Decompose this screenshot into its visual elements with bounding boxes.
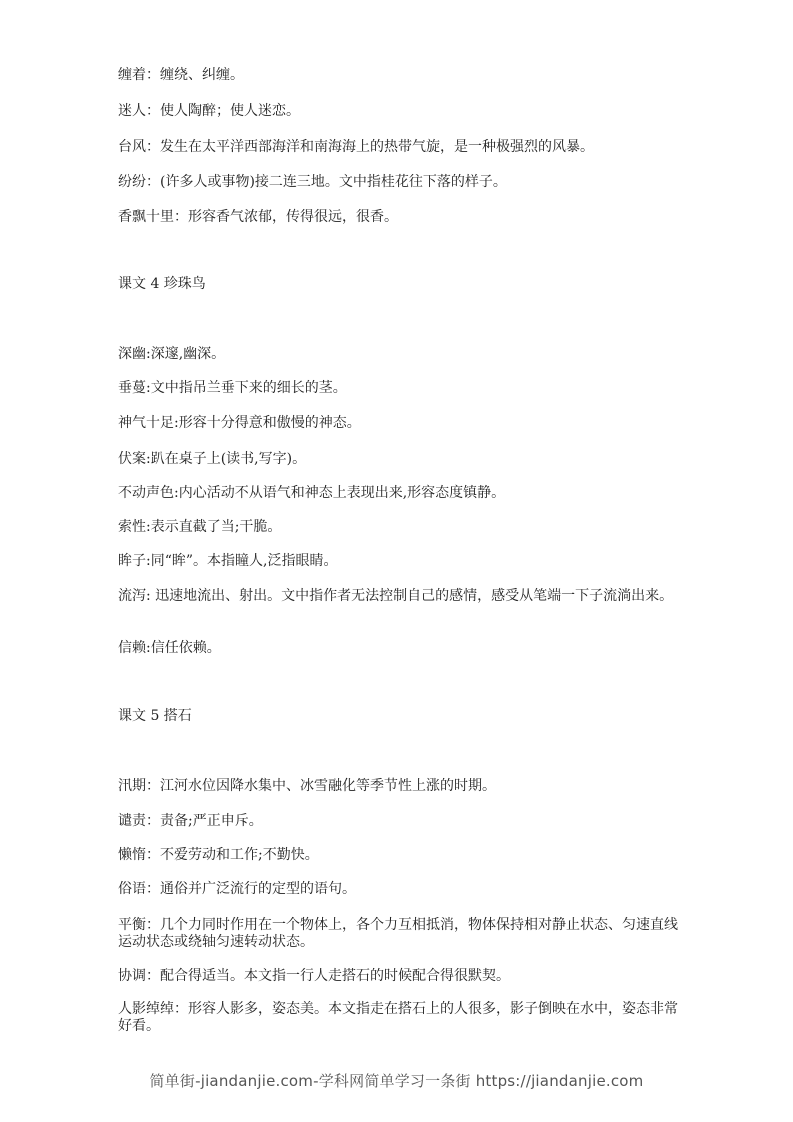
definition-line: 谴责：责备;严正申斥。 <box>118 813 263 829</box>
definition-line: 垂蔓:文中指吊兰垂下来的细长的茎。 <box>118 380 347 396</box>
definition-line: 神气十足:形容十分得意和傲慢的神态。 <box>118 415 361 431</box>
definition-line: 缠着：缠绕、纠缠。 <box>118 67 244 83</box>
definition-line: 深幽:深邃,幽深。 <box>118 346 226 362</box>
definition-line: 流泻: 迅速地流出、射出。文中指作者无法控制自己的感情，感受从笔端一下子流淌出来。 <box>118 588 674 604</box>
definition-line: 索性:表示直截了当;干脆。 <box>118 519 282 535</box>
definition-line: 人影绰绰：形容人影多，姿态美。本文指走在搭石上的人很多，影子倒映在水中，姿态非常好看。 <box>118 1001 678 1034</box>
definition-line: 香飘十里：形容香气浓郁，传得很远，很香。 <box>118 209 398 225</box>
definition-line: 迷人：使人陶醉；使人迷恋。 <box>118 103 300 119</box>
definition-line: 汛期：江河水位因降水集中、冰雪融化等季节性上涨的时期。 <box>118 778 496 794</box>
page-footer: 简单街-jiandanjie.com-学科网简单学习一条街 https://jiandanjie.com <box>149 1072 644 1090</box>
definition-line: 信赖:信任依赖。 <box>118 640 221 656</box>
definition-line: 眸子:同“眸”。本指瞳人,泛指眼睛。 <box>118 553 338 569</box>
definition-line: 不动声色:内心活动不从语气和神态上表现出来,形容态度镇静。 <box>118 485 506 501</box>
definition-line: 平衡：几个力同时作用在一个物体上，各个力互相抵消，物体保持相对静止状态、匀速直线运动状态或绕轴匀速转动状态。 <box>118 917 678 950</box>
definition-line: 伏案:趴在桌子上(读书,写字)。 <box>118 451 307 467</box>
definition-line: 协调：配合得适当。本文指一行人走搭石的时候配合得很默契。 <box>118 968 510 984</box>
definition-line: 俗语：通俗并广泛流行的定型的语句。 <box>118 881 356 897</box>
definition-line: 懒惰：不爱劳动和工作;不勤快。 <box>118 847 319 863</box>
lesson-heading: 课文 5 搭石 <box>118 708 192 724</box>
definition-line: 纷纷：(许多人或事物)接二连三地。文中指桂花往下落的样子。 <box>118 174 507 190</box>
lesson-heading: 课文 4 珍珠鸟 <box>118 276 206 292</box>
definition-line: 台风：发生在太平洋西部海洋和南海海上的热带气旋，是一种极强烈的风暴。 <box>118 139 594 155</box>
